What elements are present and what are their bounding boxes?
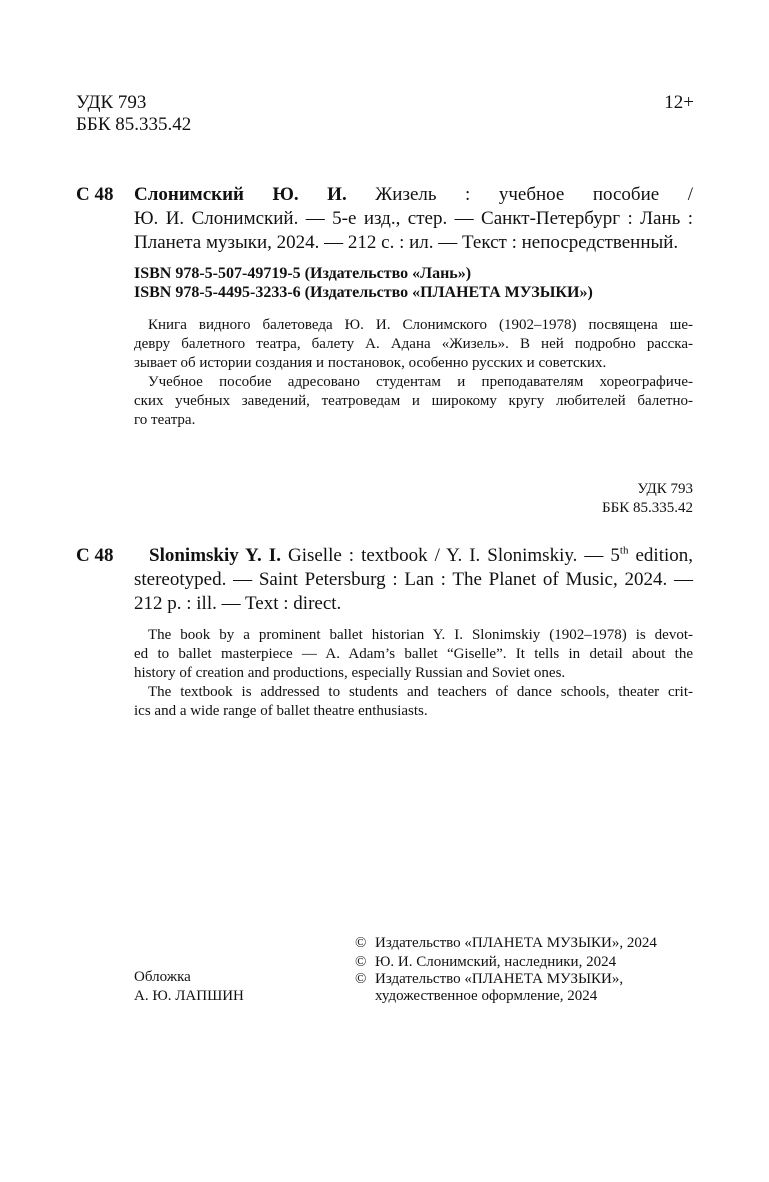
en-edition-word: edition, (628, 545, 693, 566)
edition-superscript: th (619, 544, 629, 557)
en-entry-line3: 212 p. : ill. — Text : direct. (134, 593, 342, 614)
copyright-symbol: © (355, 971, 367, 987)
bbk-code: ББК 85.335.42 (76, 114, 192, 135)
ru-author: Слонимский Ю. И. (134, 184, 347, 205)
en-abstract-line: history of creation and productions, especially Russian and Soviet ones. (134, 665, 566, 681)
udk-code: УДК 793 (76, 92, 147, 113)
en-abstract-line: ed to ballet masterpiece — A. Adam’s ballet “Giselle”. It tells in detail about the (134, 646, 693, 662)
ru-abstract-line: зывает об истории создания и постановок, особенно русских и советских. (134, 355, 607, 371)
copyright-text: Издательство «ПЛАНЕТА МУЗЫКИ», 2024 (375, 935, 657, 951)
cover-artist: А. Ю. ЛАПШИН (134, 988, 244, 1004)
bbk-code-right: ББК 85.335.42 (602, 500, 693, 516)
en-abstract-line: ics and a wide range of ballet theatre enthusiasts. (134, 703, 428, 719)
en-abstract-line: The book by a prominent ballet historian Y. I. Slonimskiy (1902–1978) is devot- (148, 627, 693, 643)
copyright-text: Издательство «ПЛАНЕТА МУЗЫКИ», (375, 971, 624, 987)
copyright-text: Ю. И. Слонимский, наследники, 2024 (375, 954, 617, 970)
ru-abstract-line: Учебное пособие адресовано студентам и преподавателям хореографиче- (148, 374, 693, 390)
en-title-start: Giselle : textbook / Y. I. Slonimskiy. — 5 (287, 545, 620, 566)
ru-abstract-line: ских учебных заведений, театроведам и широкому кругу любителей балетно- (134, 393, 693, 409)
isbn-planeta: ISBN 978-5-4495-3233-6 (Издательство «ПЛАНЕТА МУЗЫКИ») (134, 284, 593, 301)
ru-abstract-line: Книга видного балетоведа Ю. И. Слонимского (1902–1978) посвящена ше- (148, 317, 693, 333)
ru-entry-line2: Ю. И. Слонимский. — 5-е изд., стер. — Санкт-Петербург : Лань : (134, 208, 693, 229)
copyright-symbol: © (355, 954, 367, 970)
ru-abstract-line: го театра. (134, 412, 196, 428)
en-author: Slonimskiy Y. I. (149, 545, 281, 566)
age-rating: 12+ (664, 92, 694, 113)
en-abstract-line: The textbook is addressed to students and teachers of dance schools, theater crit- (148, 684, 693, 700)
copyright-text: художественное оформление, 2024 (375, 988, 598, 1004)
en-entry-line2: stereotyped. — Saint Petersburg : Lan : The Planet of Music, 2024. — (134, 569, 693, 590)
en-entry-code: С 48 (76, 545, 114, 566)
ru-title-start: Жизель : учебное пособие / (375, 184, 694, 205)
copyright-symbol: © (355, 935, 367, 951)
cover-label: Обложка (134, 969, 191, 985)
ru-entry-code: С 48 (76, 184, 114, 205)
ru-entry-line3: Планета музыки, 2024. — 212 с. : ил. — Текст : непосредственный. (134, 232, 679, 253)
udk-code-right: УДК 793 (637, 481, 693, 497)
isbn-lan: ISBN 978-5-507-49719-5 (Издательство «Лань») (134, 265, 472, 282)
ru-abstract-line: девру балетного театра, балету А. Адана «Жизель». В ней подробно расска- (134, 336, 693, 352)
en-entry-line1 (149, 545, 693, 567)
ru-entry-line1 (134, 184, 693, 206)
